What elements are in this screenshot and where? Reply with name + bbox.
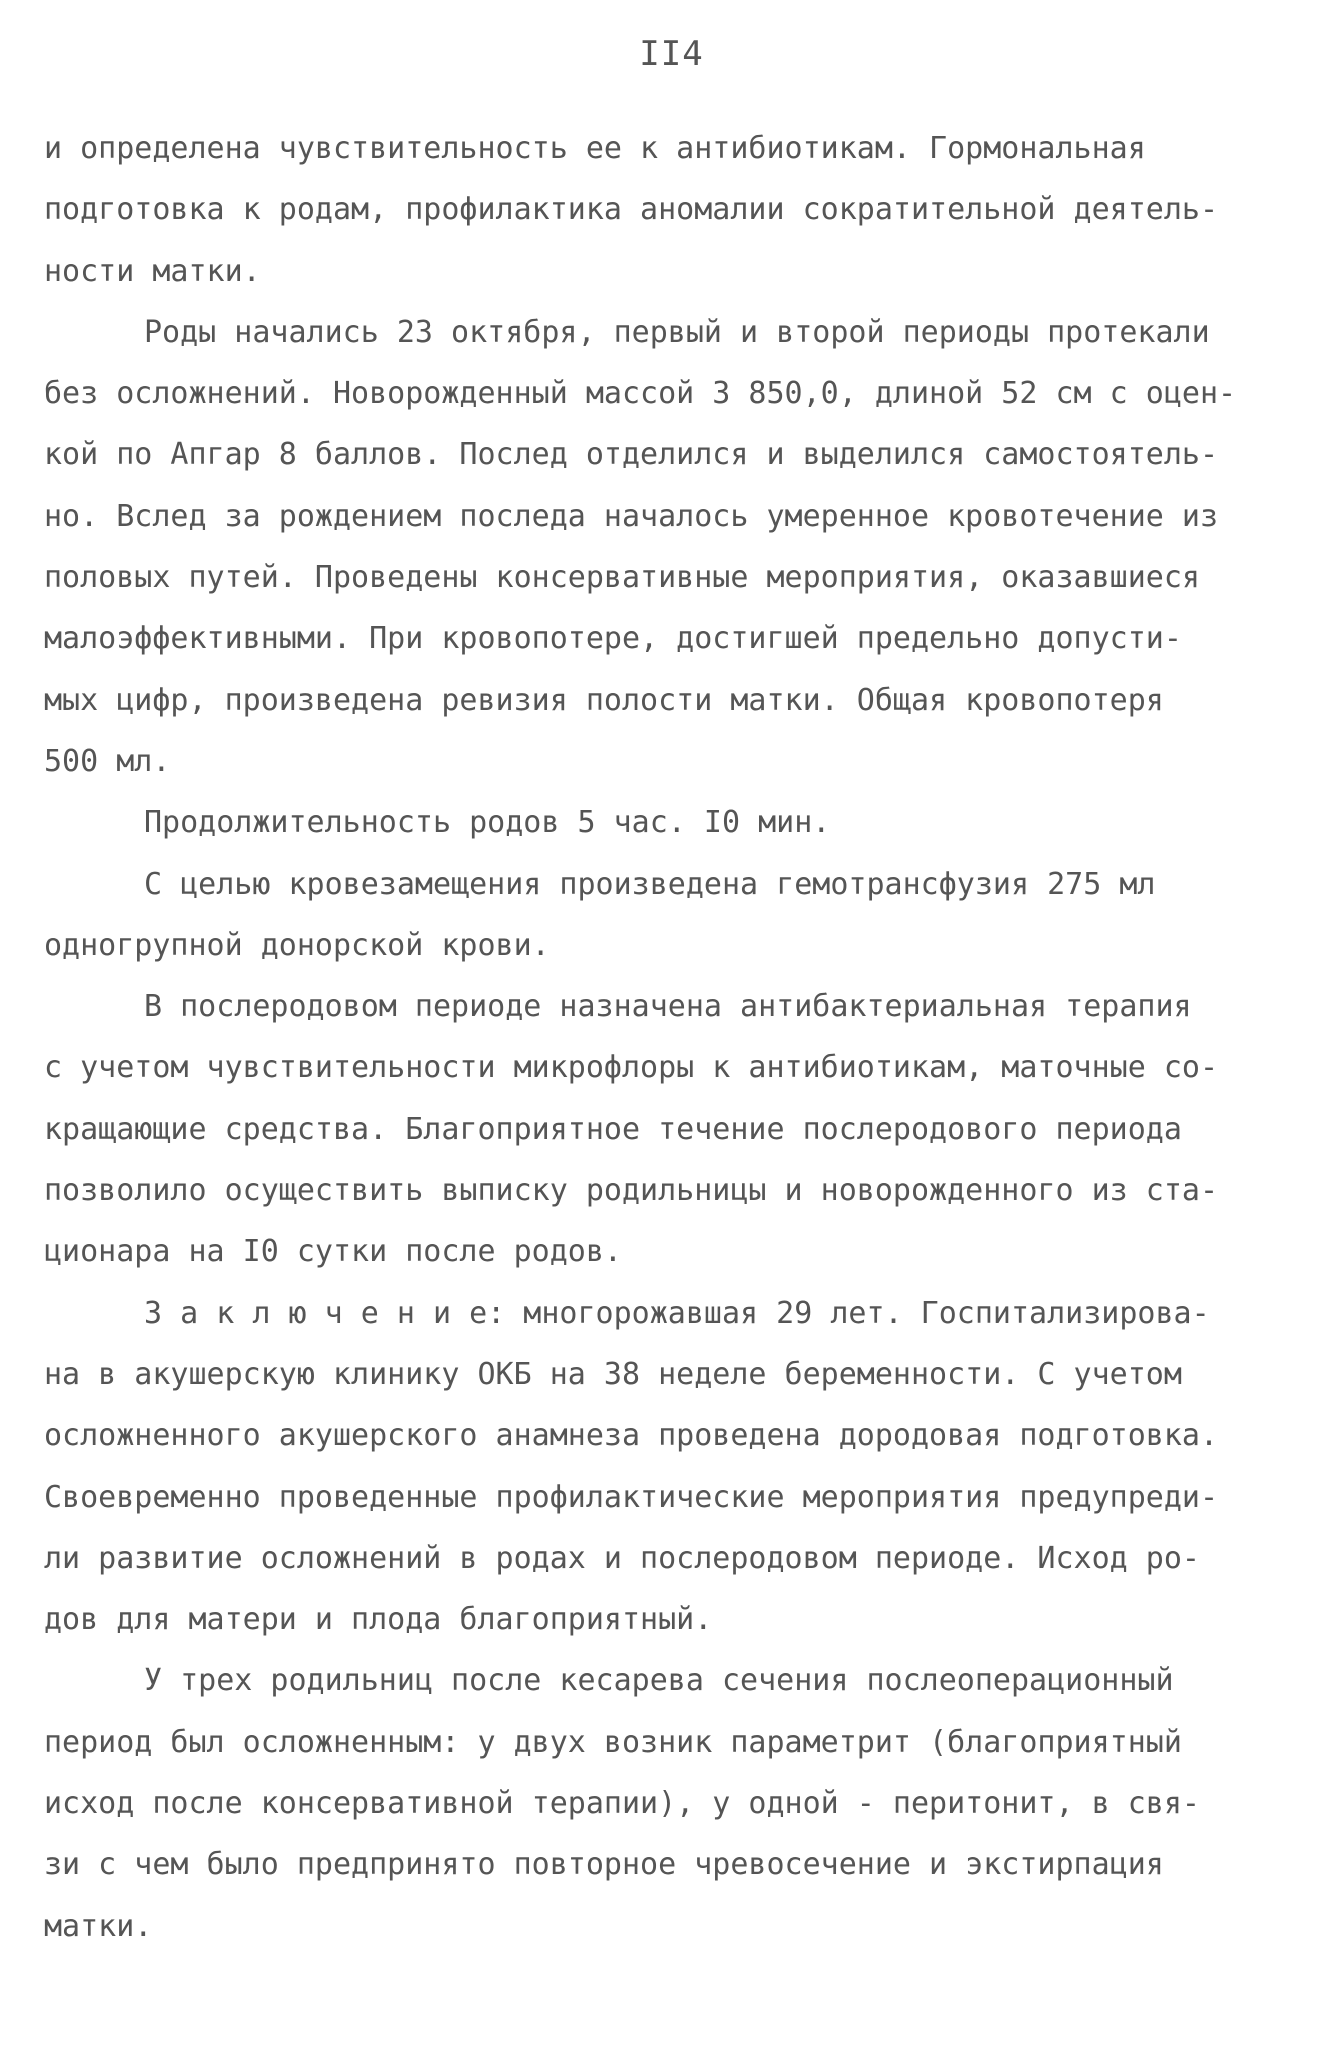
text-line: половых путей. Проведены консервативные мероприятия, оказавшиеся [44,560,1200,596]
text-line: кой по Апгар 8 баллов. Послед отделился и выделился самостоятель- [44,437,1218,473]
text-line: подготовка к родам, профилактика аномалии сократительной деятель- [44,192,1218,228]
text-line: матки. [44,1908,153,1944]
text-line: ли развитие осложнений в родах и послеродовом периоде. Исход ро- [44,1540,1200,1576]
text-line: ности матки. [44,253,261,289]
text-line: на в акушерскую клинику ОКБ на 38 неделе беременности. С учетом [44,1356,1182,1392]
text-line: кращающие средства. Благоприятное течение послеродового периода [44,1111,1182,1147]
page-number: II4 [639,34,704,74]
text-line: одногрупной донорской крови. [44,927,550,963]
text-line: Продолжительность родов 5 час. I0 мин. [144,805,831,841]
text-line: С целью кровезамещения произведена гемотрансфузия 275 мл [144,866,1156,902]
text-line: зи с чем было предпринято повторное чревосечение и экстирпация [44,1847,1164,1883]
body-text [44,118,1314,1957]
text-line: У трех родильниц после кесарева сечения послеоперационный [144,1663,1174,1699]
text-line: ционара на I0 сутки после родов. [44,1234,622,1270]
text-line: период был осложненным: у двух возник параметрит (благоприятный [44,1724,1182,1760]
text-line: и определена чувствительность ее к антибиотикам. Гормональная [44,131,1146,166]
text-line: малоэффективными. При кровопотере, достигшей предельно допусти- [44,621,1182,657]
text-line: В послеродовом периоде назначена антибактериальная терапия [144,989,1192,1025]
text-line: исход после консервативной терапии), у одной - перитонит, в свя- [44,1786,1200,1822]
text-line: Своевременно проведенные профилактические мероприятия предупреди- [44,1479,1218,1515]
text-line: без осложнений. Новорожденный массой 3 850,0, длиной 52 см с оцен- [44,376,1237,412]
text-line: с учетом чувствительности микрофлоры к антибиотикам, маточные со- [44,1050,1218,1086]
text-line: позволило осуществить выписку родильницы и новорожденного из ста- [44,1173,1218,1209]
text-line: Роды начались 23 октября, первый и второй периоды протекали [144,314,1210,350]
text-line: мых цифр, произведена ревизия полости матки. Общая кровопотеря [44,682,1164,718]
text-line: но. Вслед за рождением последа началось умеренное кровотечение из [44,498,1218,534]
text-line: дов для матери и плода благоприятный. [44,1602,713,1638]
text-line: осложненного акушерского анамнеза проведена дородовая подготовка. [44,1418,1218,1454]
text-line: 500 мл. [44,743,171,779]
text-line: З а к л ю ч е н и е: многорожавшая 29 лет. Госпитализирова- [144,1295,1210,1331]
